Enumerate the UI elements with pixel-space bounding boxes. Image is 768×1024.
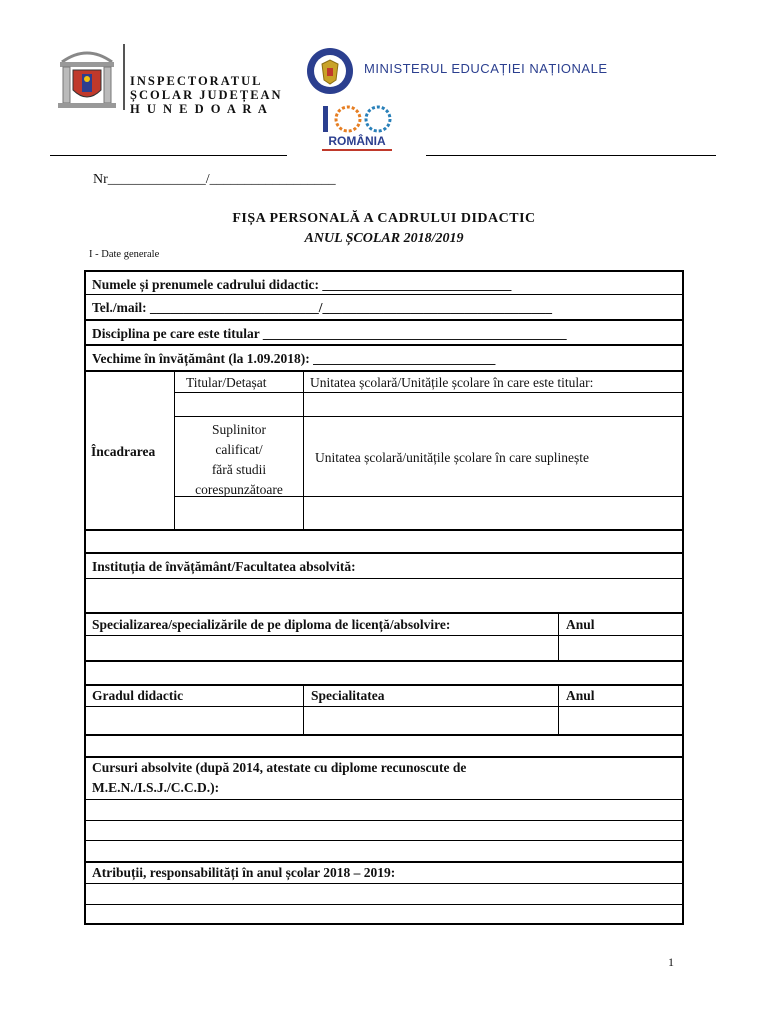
titular-header: Titular/Detașat [186,375,267,390]
discipline-field[interactable]: Disciplina pe care este titular _____________________________________________ [92,326,567,341]
section-label: I - Date generale [89,249,160,260]
header-divider [123,44,125,110]
government-seal [305,46,355,96]
ministry-name: MINISTERUL EDUCAȚIEI NAȚIONALE [364,61,608,76]
titular-units-header: Unitatea școlară/Unitățile școlare în care este titular: [310,375,594,390]
header-rule-right [426,155,716,156]
institution-field[interactable]: Instituția de învățământ/Facultatea absolvită: [92,559,356,574]
isj-logo [54,42,120,110]
specialization-year-header: Anul [566,617,595,632]
contact-field[interactable]: Tel./mail: _________________________/__________________________________ [92,300,553,315]
page-number: 1 [668,955,674,969]
isj-line-3: H U N E D O A R A [130,102,269,116]
duties-field[interactable]: Atribuții, responsabilități în anul școlar 2018 – 2019: [92,865,396,880]
courses-field-line-1[interactable]: Cursuri absolvite (după 2014, atestate cu diplome recunoscute de [92,760,467,775]
incadrarea-label: Încadrarea [91,444,156,459]
suplinitor-units-header: Unitatea școlară/unitățile școlare în care suplinește [315,450,590,465]
suplinitor-line-3: fără studii [211,462,267,477]
suplinitor-line-2: calificat/ [215,442,263,457]
isj-line-1: INSPECTORATUL [130,74,263,88]
header-rule-left [50,155,287,156]
document-title: FIȘA PERSONALĂ A CADRULUI DIDACTIC [232,211,536,226]
isj-name [130,74,283,116]
seniority-field[interactable]: Vechime în învățământ (la 1.09.2018): ___________________________ [92,351,496,366]
svg-text:ROMÂNIA: ROMÂNIA [328,134,386,148]
degree-year-header: Anul [566,688,595,703]
registration-number-field[interactable]: Nr______________/__________________ [93,172,336,187]
degree-header: Gradul didactic [92,688,184,703]
school-year: ANUL ȘCOLAR 2018/2019 [304,231,464,246]
specialty-header: Specialitatea [311,688,385,703]
specialization-field[interactable]: Specializarea/specializările de pe diploma de licență/absolvire: [92,617,451,632]
suplinitor-header [175,420,303,500]
name-field[interactable]: Numele și prenumele cadrului didactic: ____________________________ [92,277,512,292]
suplinitor-line-4: corespunzătoare [195,482,283,497]
personal-data-form [84,270,684,925]
romania-100-logo [292,100,422,156]
suplinitor-line-1: Suplinitor [211,422,266,437]
courses-field-line-2[interactable]: M.E.N./I.S.J./C.C.D.): [92,780,220,795]
isj-line-2: ȘCOLAR JUDEȚEAN [130,88,283,102]
